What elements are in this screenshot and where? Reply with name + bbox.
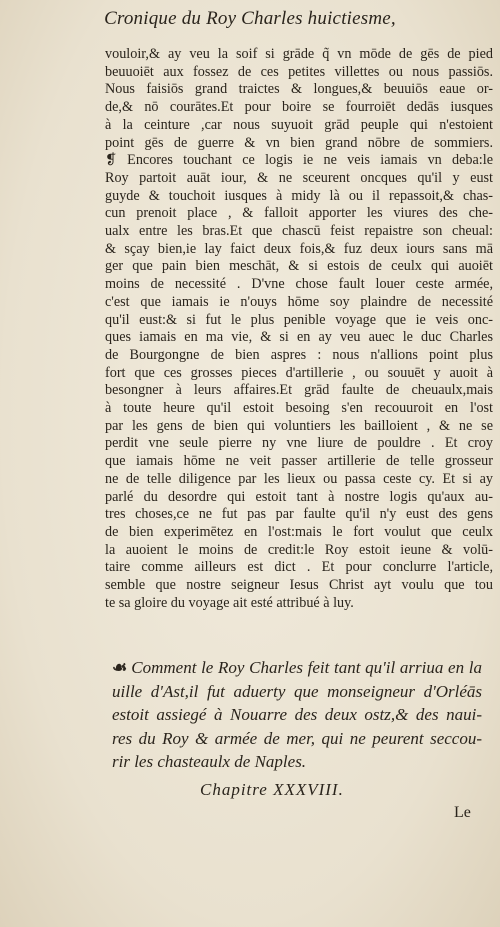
heading-line: rir les chasteaulx de Naples. [112, 752, 307, 771]
heading-line: uille d'Ast,il fut aduerty que monseigneur d'Orléās [112, 681, 482, 701]
text-line: qu'il eust:& si fut le plus penible voyage que ie veis onc- [105, 311, 493, 328]
heading-line: res du Roy & armée de mer, qui ne peurent seccou- [112, 728, 482, 748]
heading-line-1 [112, 656, 482, 680]
text-line: perdit vne seule pierre ny vne liure de pouldre . Et croy [105, 435, 493, 452]
running-head: Cronique du Roy Charles huictiesme, [104, 8, 396, 29]
text-line: de,& nō courātes.Et pour boire se fourroiēt dedās iusques [105, 99, 493, 116]
text-line: que iamais hōme ne veit passer artillerie de telle grosseur [105, 453, 493, 470]
text-line: ger que pain bien meschāt, & si estois de ceulx qui auoiēt [105, 258, 493, 275]
text-line: semble que nostre seigneur Iesus Christ ayt voulu que tou [105, 577, 493, 594]
text-line: parlé du desordre qui estoit tant à nostre logis qu'aux au- [105, 488, 493, 505]
heading-line: estoit assiegé à Nouarre des deux ostz,& des naui- [112, 705, 482, 724]
text-line: ques iamais en ma vie, & si en ay veu auec le duc Charles [105, 329, 493, 346]
text-line: taire comme ailleurs est dict . Et pour conclurre l'article, [105, 559, 493, 576]
text-line: ualx entre les bras.Et que chascū feist repaistre son cheual: [105, 223, 493, 240]
text-line: fort que ces grosses pieces d'artillerie , ou souuēt y auoit à [105, 364, 493, 381]
chapter-heading [112, 656, 482, 774]
text-line: c'est que iamais ie n'ouys hōme soy plaindre de necessité [105, 293, 493, 310]
text-line: cun prenoit place , & falloit apporter les viures des che- [105, 205, 493, 222]
text-line: Roy partoit auāt iour, & ne sceurent oncques qu'il y eust [105, 169, 493, 186]
text-line: moins de necessité . D'vne chose fault louer ceste armée, [105, 276, 493, 293]
text-line: par les gens de bien qui voluntiers les bailloient , & ne se [105, 417, 493, 434]
catchword: Le [454, 804, 471, 821]
text-line: ❡ Encores touchant ce logis ie ne veis iamais vn deba:le [105, 152, 493, 169]
text-line: à toute heure qu'il estoit besoing s'en recouuroit en l'ost [105, 400, 493, 417]
text-line: de Bourgongne de bien aspres : nous n'allions point plus [105, 346, 493, 363]
text-line: de bien experimētez en l'ost:mais le fort voulut que ceulx [105, 523, 493, 540]
text-line: & sçay bien,ie lay faict deux fois,& fuz deux iours sans mā [105, 240, 493, 257]
chapter-number: Chapitre XXXVIII. [200, 780, 344, 799]
text-line: la auoient le moins de credit:le Roy estoit ieune & volū- [105, 541, 493, 558]
text-line: beuuoiēt aux fossez de ces petites villettes ou nous passiōs. [105, 63, 493, 80]
text-line: Nous faisiōs grand traictes & longues,& beuuiōs eaue or- [105, 81, 493, 98]
fleuron-icon: ☙ [112, 658, 128, 677]
text-line: tres choses,ce ne fut pas par faulte qu'il n'y eust des gens [105, 506, 493, 523]
heading-line-text: Comment le Roy Charles feit tant qu'il arriua en la [131, 658, 482, 677]
text-line: point gēs de guerre & vn bien grand nōbre de sommiers. [105, 134, 493, 151]
text-line: vouloir,& ay veu la soif si grāde q̃ vn mōde de gēs de pied [105, 46, 493, 62]
text-line: ne de telle diligence par les lieux ou passa ceste cy. Et si ay [105, 470, 493, 487]
text-line: te sa gloire du voyage ait esté attribué à luy. [105, 594, 354, 611]
text-line: besongner à leurs affaires.Et grād faulte de cheuaulx,mais [105, 382, 493, 399]
body-text [105, 46, 493, 613]
text-line: à la ceinture ,car nous suyuoit grād peuple qui n'estoient [105, 116, 493, 133]
text-line: guyde & touchoit iusques à midy là ou il repassoit,& chas- [105, 187, 493, 204]
